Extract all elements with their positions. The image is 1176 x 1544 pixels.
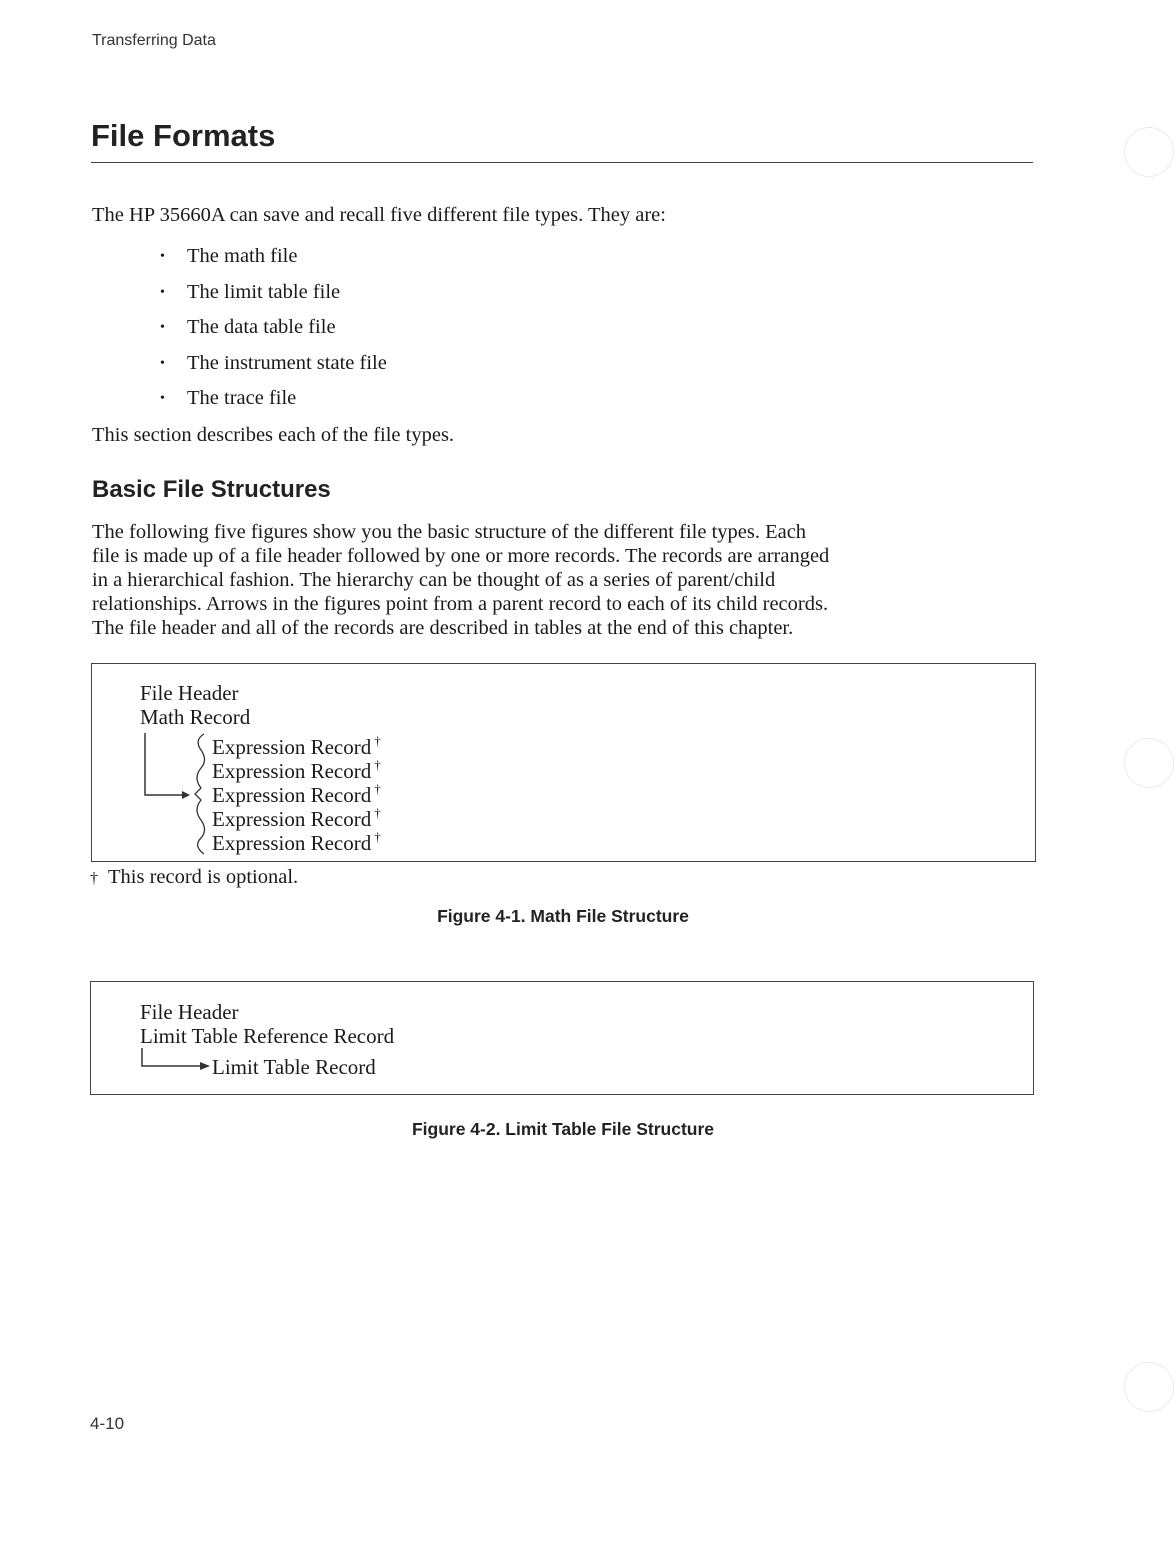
punch-hole <box>1124 1362 1174 1412</box>
summary-text: This section describes each of the file types. <box>92 424 455 446</box>
parent-child-arrow-icon <box>138 1046 218 1076</box>
list-item-text: The limit table file <box>187 280 341 303</box>
body-paragraph <box>92 520 1052 640</box>
page-number: 4-10 <box>90 1414 125 1433</box>
optional-dagger-icon: † <box>374 733 381 748</box>
optional-dagger-icon: † <box>374 781 381 796</box>
expression-record: Expression Record † <box>212 733 381 759</box>
bullet-icon: • <box>160 284 165 300</box>
list-item-text: The instrument state file <box>187 351 387 374</box>
optional-dagger-icon: † <box>374 757 381 772</box>
paragraph-line: The file header and all of the records are described in tables at the end of this chapter. <box>92 617 794 639</box>
paragraph-line: file is made up of a file header followed by one or more records. The records are arranged <box>92 545 830 567</box>
optional-dagger-icon: † <box>374 805 381 820</box>
running-header: Transferring Data <box>92 32 216 49</box>
limit-table-reference-record-label: Limit Table Reference Record <box>140 1024 395 1048</box>
expression-record: Expression Record † <box>212 829 381 855</box>
file-type-list <box>160 244 387 422</box>
bullet-icon: • <box>160 391 165 406</box>
file-header-label: File Header <box>140 681 239 705</box>
paragraph-line: relationships. Arrows in the figures point from a parent record to each of its child records. <box>92 593 829 615</box>
paragraph-line: in a hierarchical fashion. The hierarchy can be thought of as a series of parent/child <box>92 569 776 591</box>
expression-record: Expression Record † <box>212 757 381 783</box>
punch-hole <box>1124 127 1174 177</box>
intro-text: The HP 35660A can save and recall five different file types. They are: <box>92 204 666 226</box>
figure-caption: Figure 4-1. Math File Structure <box>437 906 689 926</box>
figure-footnote: † This record is optional. <box>90 866 299 888</box>
list-item <box>160 280 387 316</box>
file-header-label: File Header <box>140 1000 239 1024</box>
list-item <box>160 386 387 422</box>
math-record-label: Math Record <box>140 705 251 729</box>
expression-record: Expression Record † <box>212 805 381 831</box>
optional-dagger-icon: † <box>374 829 381 844</box>
page-title: File Formats <box>91 118 276 153</box>
list-item-text: The data table file <box>187 316 336 338</box>
punch-hole <box>1124 738 1174 788</box>
list-item-text: The trace file <box>187 387 297 409</box>
title-rule <box>91 162 1033 163</box>
section-title: Basic File Structures <box>92 476 331 503</box>
limit-table-record-label: Limit Table Record <box>212 1055 376 1079</box>
parent-child-arrow-icon <box>138 728 218 856</box>
list-item <box>160 351 387 387</box>
bullet-icon: • <box>160 355 165 371</box>
expression-record: Expression Record † <box>212 781 381 807</box>
list-item <box>160 244 387 280</box>
list-item-text: The math file <box>187 245 298 267</box>
list-item <box>160 315 387 351</box>
bullet-icon: • <box>160 320 165 335</box>
bullet-icon: • <box>160 249 165 264</box>
footnote-dagger-icon: † <box>90 870 98 887</box>
figure-caption: Figure 4-2. Limit Table File Structure <box>411 1119 715 1139</box>
paragraph-line: The following five figures show you the basic structure of the different file types. Each <box>92 521 807 543</box>
